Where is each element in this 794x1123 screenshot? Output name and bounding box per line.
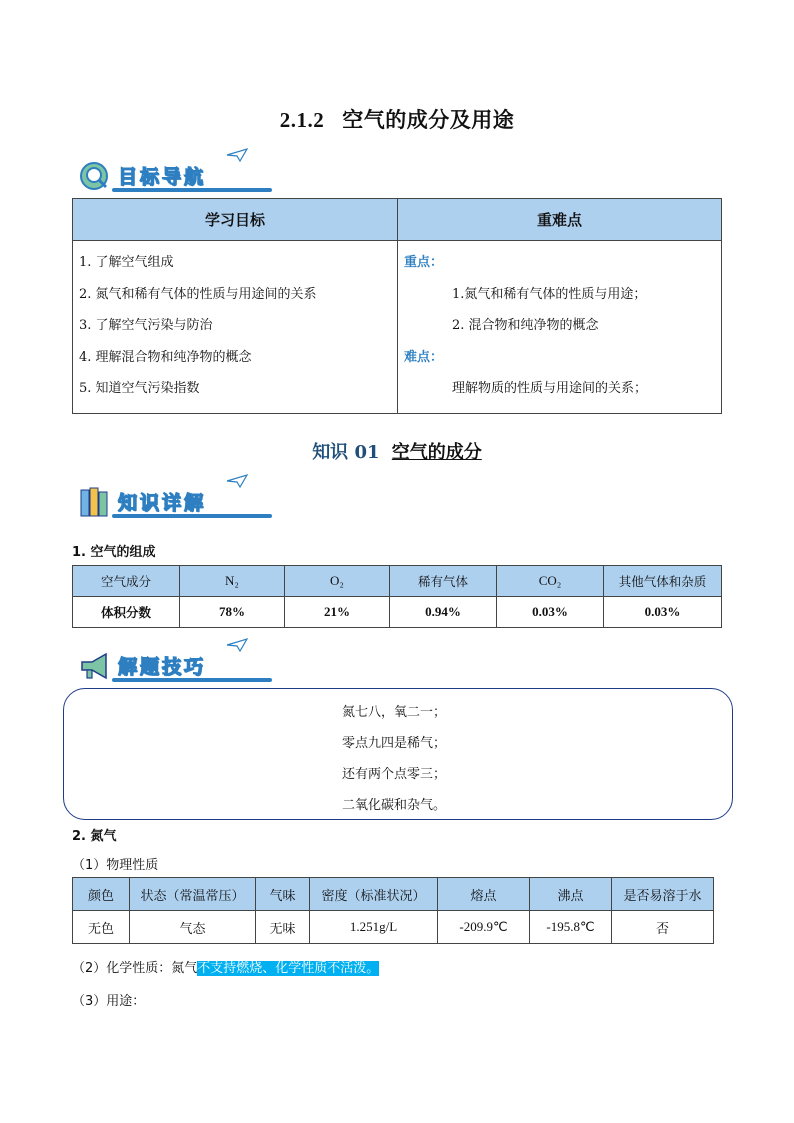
paper-plane-icon bbox=[226, 148, 248, 162]
goal-item: 1. 了解空气组成 bbox=[79, 255, 174, 270]
volume-fraction: 78% bbox=[180, 597, 285, 628]
property-value: 否 bbox=[612, 911, 714, 944]
goal-item: 4. 理解混合物和纯净物的概念 bbox=[79, 349, 252, 365]
mnemonic-line: 二氧化碳和杂气。 bbox=[342, 798, 447, 813]
property-header: 密度（标准状况） bbox=[310, 878, 438, 911]
gas-name: 稀有气体 bbox=[390, 566, 497, 597]
mnemonic-line: 零点九四是稀气； bbox=[342, 736, 447, 751]
property-header: 是否易溶于水 bbox=[612, 878, 714, 911]
key-label: 重点： bbox=[404, 255, 444, 270]
section-heading: 知识 01 空气的成分 bbox=[312, 442, 482, 463]
tips-banner bbox=[78, 642, 238, 686]
property-header: 气味 bbox=[256, 878, 310, 911]
volume-fraction: 0.94% bbox=[390, 597, 497, 628]
property-value: 无味 bbox=[256, 911, 310, 944]
goal-banner-label: 目标导航 bbox=[118, 166, 207, 188]
volume-fraction: 0.03% bbox=[497, 597, 604, 628]
property-header: 颜色 bbox=[73, 878, 130, 911]
megaphone-icon bbox=[78, 650, 114, 682]
paper-plane-icon bbox=[226, 474, 248, 488]
banner-underline bbox=[112, 188, 272, 192]
goal-item: 3. 了解空气污染与防治 bbox=[79, 318, 213, 333]
difficult-label: 难点： bbox=[404, 349, 444, 365]
physical-properties-table bbox=[72, 877, 714, 944]
goal-banner bbox=[78, 152, 238, 196]
banner-underline bbox=[112, 678, 272, 682]
goal-table bbox=[72, 198, 722, 414]
volume-fraction: 0.03% bbox=[604, 597, 722, 628]
keypoint-list bbox=[398, 241, 722, 414]
uses-label: （3）用途： bbox=[72, 994, 146, 1009]
key-point: 2. 混合物和纯净物的概念 bbox=[452, 318, 599, 333]
composition-heading: 1. 空气的组成 bbox=[72, 545, 156, 560]
property-value: 气态 bbox=[130, 911, 256, 944]
keypoint-header: 重难点 bbox=[398, 199, 722, 241]
goal-header: 学习目标 bbox=[73, 199, 398, 241]
volume-fraction: 21% bbox=[285, 597, 390, 628]
difficult-point: 理解物质的性质与用途间的关系； bbox=[452, 381, 648, 396]
property-value: -195.8℃ bbox=[530, 911, 612, 944]
mnemonic-line: 氮七八，氧二一； bbox=[342, 705, 447, 720]
mnemonic-line: 还有两个点零三； bbox=[342, 767, 447, 782]
gas-name: 其他气体和杂质 bbox=[604, 566, 722, 597]
property-value: 无色 bbox=[73, 911, 130, 944]
paper-plane-icon bbox=[226, 638, 248, 652]
composition-table bbox=[72, 565, 722, 628]
property-header: 沸点 bbox=[530, 878, 612, 911]
page-title: 2.1.2 空气的成分及用途 bbox=[279, 107, 515, 132]
goal-list bbox=[73, 241, 398, 414]
property-value: -209.9℃ bbox=[438, 911, 530, 944]
row-label: 体积分数 bbox=[73, 597, 180, 628]
banner-underline bbox=[112, 514, 272, 518]
mnemonic-box bbox=[63, 688, 733, 820]
row-label: 空气成分 bbox=[73, 566, 180, 597]
physical-properties-label: （1）物理性质 bbox=[72, 858, 159, 873]
chemical-properties-line: （2）化学性质：氮气不支持燃烧、化学性质不活泼。 bbox=[72, 961, 380, 976]
tips-banner-label: 解题技巧 bbox=[118, 656, 207, 678]
books-icon bbox=[78, 484, 114, 520]
goal-item: 5. 知道空气污染指数 bbox=[79, 381, 200, 396]
key-point: 1.氮气和稀有气体的性质与用途； bbox=[452, 286, 647, 302]
gas-name: N₂ bbox=[180, 566, 285, 597]
property-header: 状态（常温常压） bbox=[130, 878, 256, 911]
highlighted-text: 不支持燃烧、化学性质不活泼。 bbox=[197, 961, 380, 976]
gas-name: O₂ bbox=[285, 566, 390, 597]
goal-item: 2. 氮气和稀有气体的性质与用途间的关系 bbox=[79, 286, 317, 302]
knowledge-banner-label: 知识详解 bbox=[118, 492, 207, 514]
gas-name: CO₂ bbox=[497, 566, 604, 597]
knowledge-banner bbox=[78, 478, 238, 522]
property-value: 1.251g/L bbox=[310, 911, 438, 944]
property-header: 熔点 bbox=[438, 878, 530, 911]
magnifier-icon bbox=[78, 160, 114, 192]
nitrogen-heading: 2. 氮气 bbox=[72, 829, 117, 844]
